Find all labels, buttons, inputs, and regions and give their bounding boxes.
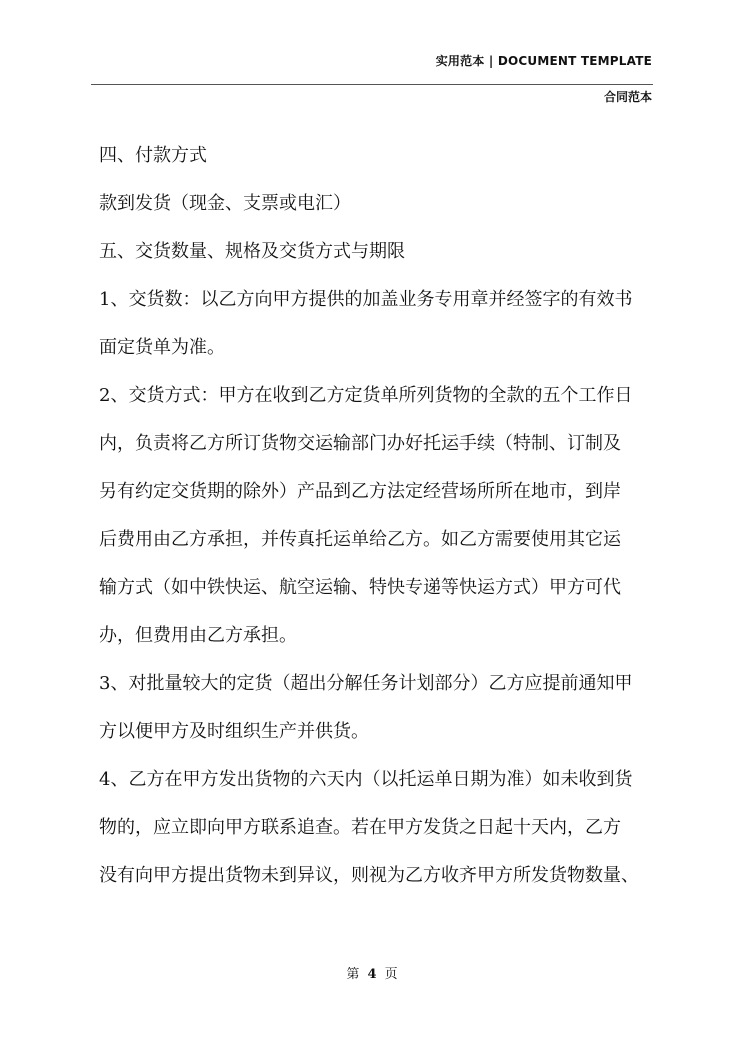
paragraph-line: 面定货单为准。 bbox=[99, 337, 225, 358]
page-header bbox=[0, 0, 744, 110]
document-body bbox=[99, 132, 659, 900]
section-heading-delivery: 五、交货数量、规格及交货方式与期限 bbox=[99, 241, 405, 262]
paragraph-line: 2、交货方式：甲方在收到乙方定货单所列货物的全款的五个工作日 bbox=[99, 385, 633, 406]
header-category-label: 合同范本 bbox=[603, 90, 652, 104]
payment-method-text: 款到发货（现金、支票或电汇） bbox=[99, 193, 351, 214]
paragraph-line: 1、交货数：以乙方向甲方提供的加盖业务专用章并经签字的有效书 bbox=[99, 289, 633, 310]
paragraph-line: 4、乙方在甲方发出货物的六天内（以托运单日期为准）如未收到货 bbox=[99, 769, 633, 790]
footer-suffix: 页 bbox=[384, 967, 398, 982]
paragraph-line: 另有约定交货期的除外）产品到乙方法定经营场所所在地市，到岸 bbox=[99, 481, 621, 502]
header-document-template-label: 实用范本 | DOCUMENT TEMPLATE bbox=[435, 54, 652, 68]
page-number: 4 bbox=[367, 967, 377, 982]
header-divider bbox=[91, 84, 653, 85]
paragraph-line: 方以便甲方及时组织生产并供货。 bbox=[99, 721, 369, 742]
page-footer bbox=[0, 963, 744, 982]
paragraph-line: 物的，应立即向甲方联系追查。若在甲方发货之日起十天内，乙方 bbox=[99, 817, 621, 838]
paragraph-line: 3、对批量较大的定货（超出分解任务计划部分）乙方应提前通知甲 bbox=[99, 673, 633, 694]
paragraph-line: 内，负责将乙方所订货物交运输部门办好托运手续（特制、订制及 bbox=[99, 433, 621, 454]
paragraph-line: 输方式（如中铁快运、航空运输、特快专递等快运方式）甲方可代 bbox=[99, 577, 621, 598]
paragraph-line: 后费用由乙方承担，并传真托运单给乙方。如乙方需要使用其它运 bbox=[99, 529, 621, 550]
section-heading-payment: 四、付款方式 bbox=[99, 145, 207, 166]
paragraph-line: 没有向甲方提出货物未到异议，则视为乙方收齐甲方所发货物数量、 bbox=[99, 865, 639, 886]
paragraph-line: 办，但费用由乙方承担。 bbox=[99, 625, 297, 646]
footer-prefix: 第 bbox=[346, 967, 360, 982]
